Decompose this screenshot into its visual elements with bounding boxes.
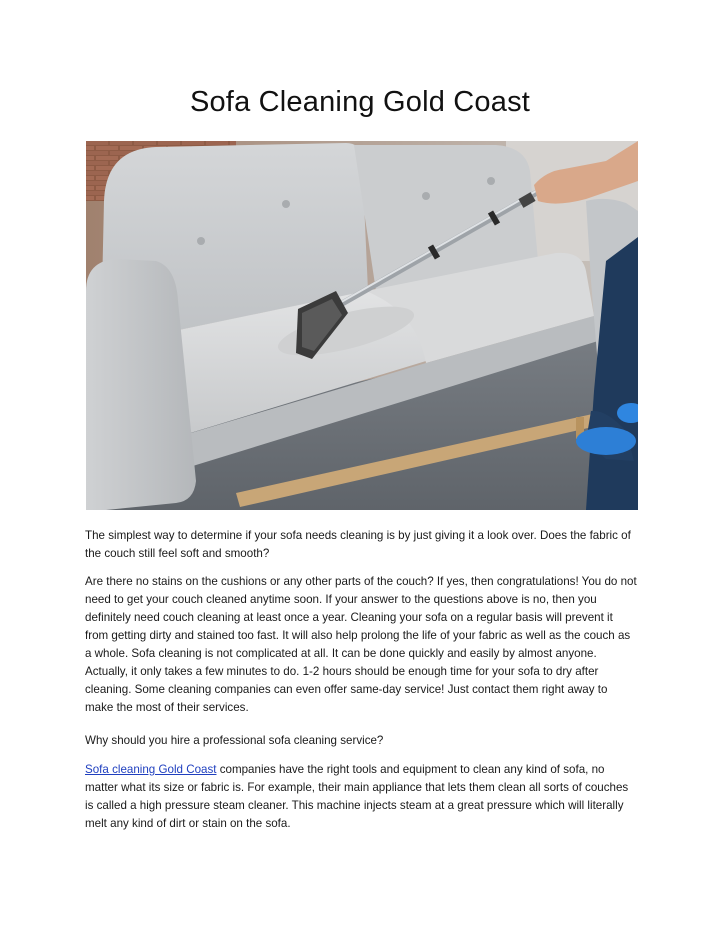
- paragraph-4-text: companies have the right tools and equipment to clean any kind of sofa, no matter what its size or fabric is. For example, their main appliance that lets them clean all sorts of couches is called a high pressure steam cleaner. This machine injects steam at a great pressure which will literally melt any kind of dirt or stain on the sofa.: [85, 763, 629, 830]
- paragraph-1: The simplest way to determine if your sofa needs cleaning is by just giving it a look over. Does the fabric of the couch still feel soft and smooth?: [85, 529, 631, 560]
- page-title: Sofa Cleaning Gold Coast: [189, 86, 531, 118]
- sofa-cleaning-photo: [86, 141, 638, 510]
- paragraph-4: [85, 761, 637, 833]
- paragraph-2: Are there no stains on the cushions or any other parts of the couch? If yes, then congratulations! You do not need to get your couch cleaned anytime soon. If your answer to the questions above is no, then you definitely need couch cleaning at least once a year. Cleaning your sofa on a regular basis will prevent it from getting dirty and stained too fast. It will also help prolong the life of your fabric as well as the couch as a whole. Sofa cleaning is not complicated at all. It can be done quickly and easily by almost anyone. Actually, it only takes a few minutes to do. 1-2 hours should be enough time for your sofa to dry after cleaning. Some cleaning companies can even offer same-day service! Just contact them right away to make the most of their services.: [85, 575, 637, 714]
- sofa-cleaning-link[interactable]: Sofa cleaning Gold Coast: [85, 763, 217, 776]
- paragraph-3: Why should you hire a professional sofa cleaning service?: [85, 734, 384, 747]
